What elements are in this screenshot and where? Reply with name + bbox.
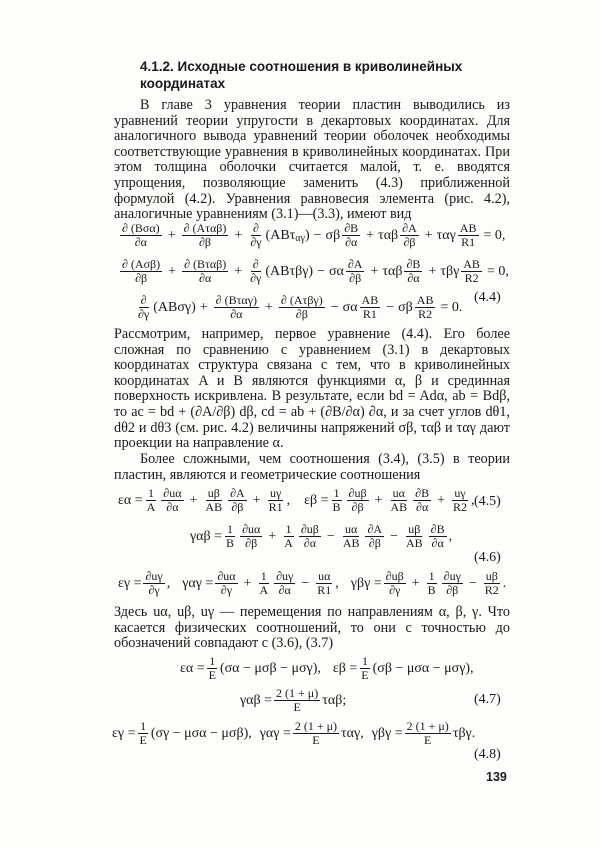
section-title: Исходные соотношения в криволинейных координатах — [140, 59, 463, 91]
fraction: $\frac{AB}{R1}$ — [361, 293, 379, 321]
equation-4-4-line-3: $\frac{\partial}{\partial\gamma}$ (ABσγ) + $\frac{\text{∂ (Bταγ)}}{\partial\alpha}$ + $\frac{\text{∂ (Aτβγ)}}{\partial\beta}$ − σα $\frac{AB}{R1}$ − σβ $\frac{AB}{R2}$ = 0. — [138, 293, 463, 321]
fraction: $\frac{\text{∂ (Aταβ)}}{\partial\beta}$ — [183, 221, 227, 249]
fraction: $\frac{1}{A}$ — [259, 569, 269, 597]
fraction: $\frac{u\alpha}{AB}$ — [390, 486, 408, 514]
fraction: $\frac{\partial u\gamma}{\partial\beta}$ — [443, 569, 461, 597]
fraction: $\frac{1}{E}$ — [208, 654, 216, 682]
fraction: $\frac{\partial A}{\partial\beta}$ — [230, 486, 245, 514]
fraction: $\frac{\partial}{\partial\gamma}$ — [138, 293, 150, 321]
fraction: $\frac{1}{B}$ — [226, 522, 235, 550]
paragraph-discussion: Рассмотрим, например, первое уравнение (4.4). Его более сложная по сравнению с уравнением (3.1) в декартовых координатах структура связана с тем, что в криволинейных координатах A и B являются функциями α, β и срединная поверхность искривлена. В результате, если bd = Adα, ab = Bdβ, то ac = bd + (∂A/∂β) dβ, cd = ab + (∂B/∂α) ∂α, и за счет углов dθ1, dθ2 и dθ3 (см. рис. 4.2) величины напряжений σβ, ταβ и ταγ дают проекции на направление α. — [114, 326, 510, 452]
fraction: $\frac{\partial u\gamma}{\partial\alpha}$ — [276, 569, 294, 597]
fraction: $\frac{\partial u\alpha}{\partial\beta}$ — [242, 522, 261, 550]
fraction: $\frac{\partial}{\partial\gamma}$ — [250, 257, 262, 285]
fraction: $\frac{u\alpha}{R1}$ — [317, 569, 332, 597]
fraction: $\frac{\partial u\beta}{\partial\gamma}$ — [385, 569, 404, 597]
equation-label-4-4: (4.4) — [474, 290, 501, 305]
section-number: 4.1.2. — [140, 59, 174, 74]
fraction: $\frac{\partial u\gamma}{\partial\gamma}$ — [145, 569, 163, 597]
equation-4-4-line-1: $\frac{\text{∂ (Bσα)}}{\partial\alpha}$ + $\frac{\text{∂ (Aταβ)}}{\partial\beta}$ + $\frac{\partial}{\partial\gamma}$ (ABτ αγ ) − σβ $\frac{\partial B}{\partial\alpha}$ + ταβ $\frac{\partial A}{\partial\beta}$ + ταγ $\frac{AB}{R1}$ = 0, — [122, 221, 506, 249]
paragraph-intro: В главе 3 уравнения теории пластин выводились из уравнений теории упругости в декартовых координатах. Для аналогичного вывода уравнений теории оболочек необходимы соответствующие уравнения в криволинейных координатах. При этом толщина оболочки считается малой, т. е. вводятся упрощения, позволяющие заменить (4.3) приближенной формулой (4.2). Уравнения равновесия элемента (рис. 4.2), аналогичные уравнениям (3.1)—(3.3), имеют вид — [114, 97, 510, 223]
equation-4-7-line-2: γαβ = $\frac{2 (1 + \mu)}{E}$ ταβ; — [240, 686, 347, 714]
fraction: $\frac{u\gamma}{R2}$ — [453, 486, 468, 514]
fraction: $\frac{\partial u\alpha}{\partial\gamma}$ — [217, 569, 236, 597]
fraction: $\frac{2 (1 + \mu)}{E}$ — [294, 719, 338, 747]
equation-label-4-6: (4.6) — [474, 550, 501, 565]
paragraph-displacements: Здесь uα, uβ, uγ — перемещения по направлениям α, β, γ. Что касается физических соотношений, то они с точностью до обозначений совпадают с (3.6), (3.7) — [114, 604, 510, 652]
fraction: $\frac{AB}{R2}$ — [463, 257, 480, 285]
fraction: $\frac{\partial A}{\partial\beta}$ — [367, 522, 383, 550]
frac: $\frac{\text{∂ (Bσα)}}{\partial\alpha}$ — [122, 221, 160, 249]
fraction: $\frac{2 (1 + \mu)}{E}$ — [406, 719, 449, 747]
paragraph-geometric: Более сложными, чем соотношения (3.4), (3.5) в теории пластин, являются и геометрические соотношения — [114, 451, 510, 483]
fraction: $\frac{1}{E}$ — [361, 654, 369, 682]
equation-label-4-7: (4.7) — [474, 692, 501, 707]
fraction: $\frac{u\beta}{AB}$ — [406, 522, 423, 550]
equation-4-8: εγ = $\frac{1}{E}$ (σγ − μσα − μσβ), γαγ = $\frac{2 (1 + \mu)}{E}$ ταγ, γβγ = $\frac{2 (1 + \mu)}{E}$ τβγ. — [112, 719, 476, 747]
fraction: $\frac{2 (1 + \mu)}{E}$ — [276, 686, 319, 714]
fraction: $\frac{\partial u\alpha}{\partial\alpha}$ — [163, 486, 182, 514]
equation-label-4-5: (4.5) — [474, 494, 501, 509]
equation-4-7-line-1: εα = $\frac{1}{E}$ (σα − μσβ − μσγ), εβ = $\frac{1}{E}$ (σβ − μσα − μσγ), — [180, 654, 474, 682]
fraction: $\frac{\partial A}{\partial\beta}$ — [347, 257, 363, 285]
fraction: $\frac{\partial B}{\partial\alpha}$ — [406, 257, 421, 285]
page-number: 139 — [486, 770, 507, 784]
fraction: $\frac{AB}{R2}$ — [416, 293, 434, 321]
fraction: $\frac{u\beta}{R2}$ — [484, 569, 499, 597]
fraction: $\frac{\partial A}{\partial\beta}$ — [402, 221, 417, 249]
fraction: $\frac{\partial u\beta}{\partial\alpha}$ — [300, 522, 319, 550]
fraction: $\frac{u\gamma}{R1}$ — [268, 486, 283, 514]
fraction: $\frac{\partial u\beta}{\partial\beta}$ — [348, 486, 367, 514]
fraction: $\frac{\text{∂ (Bταβ)}}{\partial\alpha}$ — [184, 257, 227, 285]
fraction: $\frac{\text{∂ (Aσβ)}}{\partial\beta}$ — [122, 257, 161, 285]
equation-shear-strains: εγ = $\frac{\partial u\gamma}{\partial\gamma}$ , γαγ = $\frac{\partial u\alpha}{\partial\gamma}$ + $\frac{1}{A}$ $\frac{\partial u\gamma}{\partial\alpha}$ − $\frac{u\alpha}{R1}$ , γβγ = $\frac{\partial u\beta}{\partial\gamma}$ + $\frac{1}{B}$ $\frac{\partial u\gamma}{\partial\beta}$ − $\frac{u\beta}{R2}$ . — [118, 569, 507, 597]
fraction: $\frac{\partial}{\partial\gamma}$ — [250, 221, 262, 249]
fraction: $\frac{1}{E}$ — [139, 719, 147, 747]
fraction: $\frac{\text{∂ (Bταγ)}}{\partial\alpha}$ — [215, 293, 257, 321]
equation-label-4-8: (4.8) — [474, 747, 501, 762]
fraction: $\frac{u\alpha}{AB}$ — [342, 522, 360, 550]
fraction: $\frac{u\beta}{AB}$ — [205, 486, 223, 514]
fraction: $\frac{\partial B}{\partial\alpha}$ — [344, 221, 359, 249]
fraction: $\frac{1}{A}$ — [284, 522, 293, 550]
fraction: $\frac{AB}{R1}$ — [459, 221, 477, 249]
fraction: $\frac{1}{B}$ — [427, 569, 436, 597]
fraction: $\frac{1}{B}$ — [332, 486, 341, 514]
section-heading — [140, 58, 500, 92]
fraction: $\frac{\text{∂ (Aτβγ)}}{\partial\beta}$ — [280, 293, 323, 321]
fraction: $\frac{\partial B}{\partial\alpha}$ — [430, 522, 445, 550]
equation-4-6: γαβ = $\frac{1}{B}$ $\frac{\partial u\alpha}{\partial\beta}$ + $\frac{1}{A}$ $\frac{\partial u\beta}{\partial\alpha}$ − $\frac{u\alpha}{AB}$ $\frac{\partial A}{\partial\beta}$ − $\frac{u\beta}{AB}$ $\frac{\partial B}{\partial\alpha}$ , — [190, 522, 453, 550]
equation-4-5: εα = $\frac{1}{A}$ $\frac{\partial u\alpha}{\partial\alpha}$ + $\frac{u\beta}{AB}$ $\frac{\partial A}{\partial\beta}$ + $\frac{u\gamma}{R1}$ , εβ = $\frac{1}{B}$ $\frac{\partial u\beta}{\partial\beta}$ + $\frac{u\alpha}{AB}$ $\frac{\partial B}{\partial\alpha}$ + $\frac{u\gamma}{R2}$ , — [118, 486, 475, 514]
fraction: $\frac{\partial B}{\partial\alpha}$ — [415, 486, 430, 514]
fraction: $\frac{1}{A}$ — [146, 486, 156, 514]
equation-4-4-line-2: $\frac{\text{∂ (Aσβ)}}{\partial\beta}$ + $\frac{\text{∂ (Bταβ)}}{\partial\alpha}$ + $\frac{\partial}{\partial\gamma}$ (ABτβγ) − σα $\frac{\partial A}{\partial\beta}$ + ταβ $\frac{\partial B}{\partial\alpha}$ + τβγ $\frac{AB}{R2}$ = 0, — [122, 257, 509, 285]
